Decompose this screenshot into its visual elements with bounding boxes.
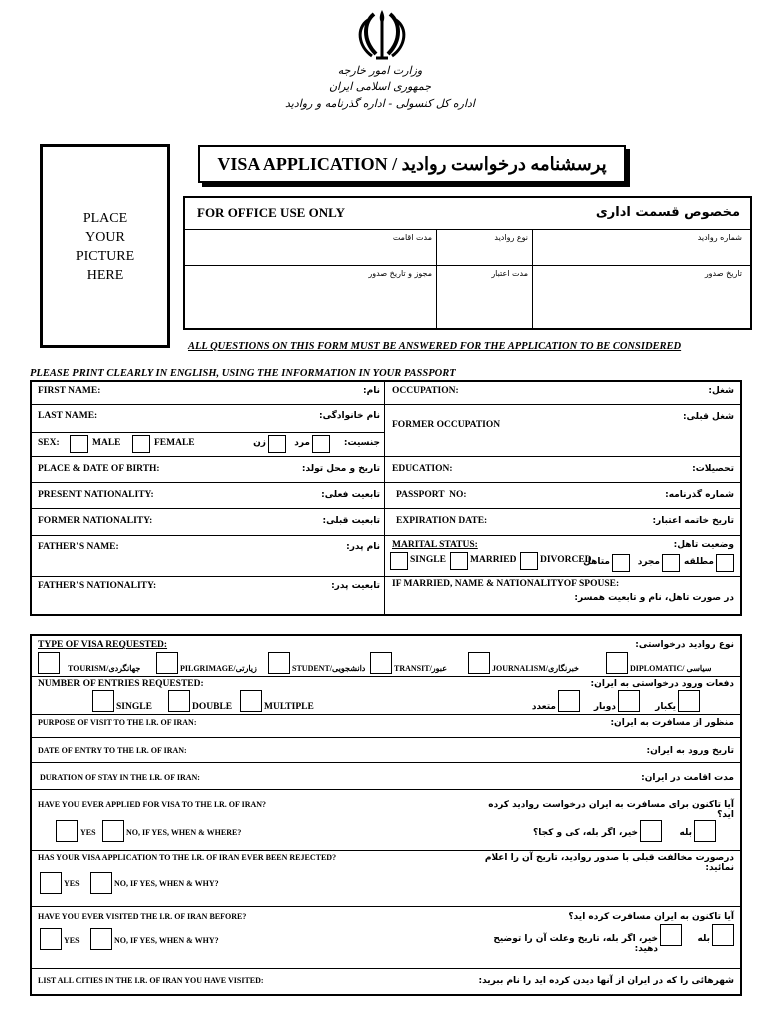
sex-female-checkbox[interactable]: [132, 435, 150, 453]
divorced-label: DIVORCED: [540, 555, 592, 565]
spouse-label: IF MARRIED, NAME & NATIONALITYOF SPOUSE:: [392, 579, 620, 589]
father-nationality-label-fa: تابعیت پدر:: [331, 581, 380, 591]
applied-yes-checkbox[interactable]: [56, 820, 78, 842]
personal-info-table: [30, 380, 742, 616]
visited-yes-label: YES: [64, 936, 80, 945]
applied-no-checkbox[interactable]: [102, 820, 124, 842]
entries-double-label-fa: دوبار: [593, 702, 616, 712]
applied-label: HAVE YOU EVER APPLIED FOR VISA TO THE I.R. OF IRAN?: [38, 800, 267, 809]
passport-label-fa: شماره گذرنامه:: [665, 490, 734, 500]
pilgrimage-label: PILGRIMAGE/زیارتی: [180, 664, 257, 673]
visited-no-checkbox-fa[interactable]: [660, 924, 682, 946]
divorced-checkbox-fa[interactable]: [716, 554, 734, 572]
office-use-box: [183, 196, 752, 330]
single-checkbox[interactable]: [390, 552, 408, 570]
single-label-fa: مجرد: [637, 557, 660, 567]
father-name-label-fa: نام پدر:: [346, 542, 380, 552]
present-nationality-label: PRESENT NATIONALITY:: [38, 490, 154, 500]
entries-label: NUMBER OF ENTRIES REQUESTED:: [38, 679, 204, 689]
diplomatic-checkbox[interactable]: [606, 652, 628, 674]
sex-label-fa: جنسیت:: [343, 438, 380, 448]
photo-text-line3: PICTURE: [75, 249, 135, 264]
form-title: VISA APPLICATION / پرسشنامه درخواست روادید: [217, 154, 607, 174]
present-nationality-label-fa: تابعیت فعلی:: [321, 490, 380, 500]
journalism-checkbox[interactable]: [468, 652, 490, 674]
office-validity: مدت اعتبار: [491, 269, 528, 278]
visited-no-label: NO, IF YES, WHEN & WHY?: [114, 936, 219, 945]
entries-double-checkbox-fa[interactable]: [618, 690, 640, 712]
expiration-label-fa: تاریخ خاتمه اعتبار:: [652, 516, 734, 526]
rejected-label-fa: درصورت مخالفت قبلی با صدور روادید، تاریخ آن را اعلام نمائید:: [484, 853, 734, 873]
first-name-label: FIRST NAME:: [38, 386, 101, 396]
education-label-fa: تحصیلات:: [692, 464, 734, 474]
duration-label: DURATION OF STAY IN THE I.R. OF IRAN:: [40, 773, 200, 782]
print-note: PLEASE PRINT CLEARLY IN ENGLISH, USING THE INFORMATION IN YOUR PASSPORT: [30, 368, 456, 379]
father-nationality-label: FATHER'S NATIONALITY:: [38, 581, 157, 591]
sex-male-label: MALE: [92, 438, 121, 448]
applied-no-label-fa: خیر، اگر بله، کی و کجا؟: [533, 828, 638, 838]
entries-multiple-label-fa: متعدد: [531, 702, 556, 712]
rejected-no-checkbox[interactable]: [90, 872, 112, 894]
spouse-label-fa: در صورت تاهل، نام و تابعیت همسر:: [574, 593, 734, 603]
visited-yes-label-fa: بله: [697, 934, 710, 944]
transit-checkbox[interactable]: [370, 652, 392, 674]
sex-female-label: FEMALE: [154, 438, 195, 448]
divorced-label-fa: مطلقه: [684, 557, 714, 567]
entries-double-label: DOUBLE: [192, 702, 233, 712]
journalism-label: JOURNALISM/خبرنگاری: [492, 664, 579, 673]
sex-male-label-fa: مرد: [294, 438, 310, 448]
entries-single-label: SINGLE: [116, 702, 152, 712]
sex-label: SEX:: [38, 438, 60, 448]
education-label: EDUCATION:: [392, 464, 453, 474]
sex-male-checkbox[interactable]: [70, 435, 88, 453]
single-label: SINGLE: [410, 555, 446, 565]
occupation-label: OCCUPATION:: [392, 386, 459, 396]
last-name-label: LAST NAME:: [38, 411, 98, 421]
entry-date-label-fa: تاریخ ورود به ایران:: [646, 746, 734, 756]
married-label-fa: متاهل: [583, 557, 610, 567]
photo-text-line4: HERE: [86, 268, 124, 283]
office-visa-type: نوع روادید: [494, 233, 528, 242]
office-visa-number: شماره روادید: [697, 233, 742, 242]
visa-type-label-fa: نوع روادید درخواستی:: [635, 640, 734, 650]
diplomatic-label: DIPLOMATIC/ سیاسی: [630, 664, 712, 673]
ministry-line-1: وزارت امور خارجه: [337, 64, 423, 77]
visited-yes-checkbox-fa[interactable]: [712, 924, 734, 946]
applied-no-label: NO, IF YES, WHEN & WHERE?: [126, 828, 242, 837]
photo-text-line2: YOUR: [85, 230, 125, 245]
occupation-label-fa: شغل:: [708, 386, 734, 396]
sex-female-checkbox-fa[interactable]: [268, 435, 286, 453]
entries-single-checkbox-fa[interactable]: [678, 690, 700, 712]
birth-label-fa: تاریخ و محل تولد:: [301, 464, 380, 474]
office-issue-date: تاریخ صدور: [704, 269, 742, 278]
pilgrimage-checkbox[interactable]: [156, 652, 178, 674]
father-name-label: FATHER'S NAME:: [38, 542, 119, 552]
visa-type-label: TYPE OF VISA REQUESTED:: [38, 640, 168, 650]
office-title-fa: مخصوص قسمت اداری: [595, 205, 740, 220]
tourism-label: TOURISM/جهانگردی: [68, 664, 141, 673]
visited-no-label-fa: خیر، اگر بله، تاریخ وعلت آن را توضیح دهید:: [493, 934, 658, 954]
rejected-yes-label: YES: [64, 879, 80, 888]
visited-yes-checkbox[interactable]: [40, 928, 62, 950]
married-label: MARRIED: [470, 555, 517, 565]
former-occupation-label-fa: شغل قبلی:: [682, 412, 734, 422]
entries-label-fa: دفعات ورود درخواستی به ایران:: [590, 679, 734, 689]
sex-female-label-fa: زن: [253, 438, 266, 448]
first-name-label-fa: نام:: [363, 386, 380, 396]
transit-label: TRANSIT/عبور: [394, 664, 447, 673]
photo-placeholder-box: [40, 144, 170, 348]
former-occupation-label: FORMER OCCUPATION: [392, 420, 501, 430]
rejected-label: HAS YOUR VISA APPLICATION TO THE I.R. OF IRAN EVER BEEN REJECTED?: [38, 853, 337, 862]
office-title-en: FOR OFFICE USE ONLY: [197, 205, 345, 220]
entries-double-checkbox[interactable]: [168, 690, 190, 712]
applied-label-fa: آیا تاکنون برای مسافرت به ایران درخواست روادید کرده اید؟: [488, 800, 734, 820]
office-stay-duration: مدت اقامت: [392, 233, 432, 242]
duration-label-fa: مدت اقامت در ایران:: [641, 773, 734, 783]
former-nationality-label-fa: تابعیت قبلی:: [322, 516, 380, 526]
entries-single-label-fa: یکبار: [655, 702, 676, 712]
purpose-label-fa: منظور از مسافرت به ایران:: [610, 718, 734, 728]
passport-label: PASSPORT NO:: [396, 490, 467, 500]
office-permit: مجوز و تاریخ صدور: [368, 269, 432, 278]
rejected-yes-checkbox[interactable]: [40, 872, 62, 894]
applied-yes-checkbox-fa[interactable]: [694, 820, 716, 842]
ministry-line-3: اداره کل کنسولی - اداره گذرنامه و روادید: [284, 97, 475, 110]
rejected-no-label: NO, IF YES, WHEN & WHY?: [114, 879, 219, 888]
applied-yes-label-fa: بله: [679, 828, 692, 838]
marital-status-label: MARITAL STATUS:: [392, 540, 478, 550]
married-checkbox[interactable]: [450, 552, 468, 570]
entries-multiple-checkbox-fa[interactable]: [558, 690, 580, 712]
last-name-label-fa: نام خانوادگی:: [318, 411, 380, 421]
purpose-label: PURPOSE OF VISIT TO THE I.R. OF IRAN:: [38, 718, 197, 727]
photo-text-line1: PLACE: [82, 211, 128, 226]
single-checkbox-fa[interactable]: [662, 554, 680, 572]
married-checkbox-fa[interactable]: [612, 554, 630, 572]
student-label: STUDENT/دانشجویی: [292, 664, 366, 673]
visited-label-fa: آیا تاکنون به ایران مسافرت کرده اید؟: [568, 912, 734, 922]
cities-label: LIST ALL CITIES IN THE I.R. OF IRAN YOU HAVE VISITED:: [38, 976, 264, 985]
applied-no-checkbox-fa[interactable]: [640, 820, 662, 842]
notice-text: ALL QUESTIONS ON THIS FORM MUST BE ANSWERED FOR THE APPLICATION TO BE CONSIDERED: [188, 341, 682, 352]
visited-label: HAVE YOU EVER VISITED THE I.R. OF IRAN BEFORE?: [38, 912, 247, 921]
applied-yes-label: YES: [80, 828, 96, 837]
marital-status-label-fa: وضعیت تاهل:: [673, 540, 734, 550]
entry-date-label: DATE OF ENTRY TO THE I.R. OF IRAN:: [38, 746, 187, 755]
expiration-label: EXPIRATION DATE:: [396, 516, 488, 526]
divorced-checkbox[interactable]: [520, 552, 538, 570]
entries-single-checkbox[interactable]: [92, 690, 114, 712]
former-nationality-label: FORMER NATIONALITY:: [38, 516, 153, 526]
form-title-box: [198, 145, 626, 183]
entries-multiple-checkbox[interactable]: [240, 690, 262, 712]
tourism-checkbox[interactable]: [38, 652, 60, 674]
cities-label-fa: شهرهائی را که در ایران از آنها دیدن کرده اید را نام ببرید:: [478, 976, 734, 986]
iran-emblem-icon: [352, 6, 412, 64]
ministry-line-2: جمهوری اسلامی ایران: [328, 80, 432, 93]
visited-no-checkbox[interactable]: [90, 928, 112, 950]
visa-info-table: [30, 634, 742, 996]
student-checkbox[interactable]: [268, 652, 290, 674]
sex-male-checkbox-fa[interactable]: [312, 435, 330, 453]
entries-multiple-label: MULTIPLE: [264, 702, 314, 712]
birth-label: PLACE & DATE OF BIRTH:: [38, 464, 160, 474]
